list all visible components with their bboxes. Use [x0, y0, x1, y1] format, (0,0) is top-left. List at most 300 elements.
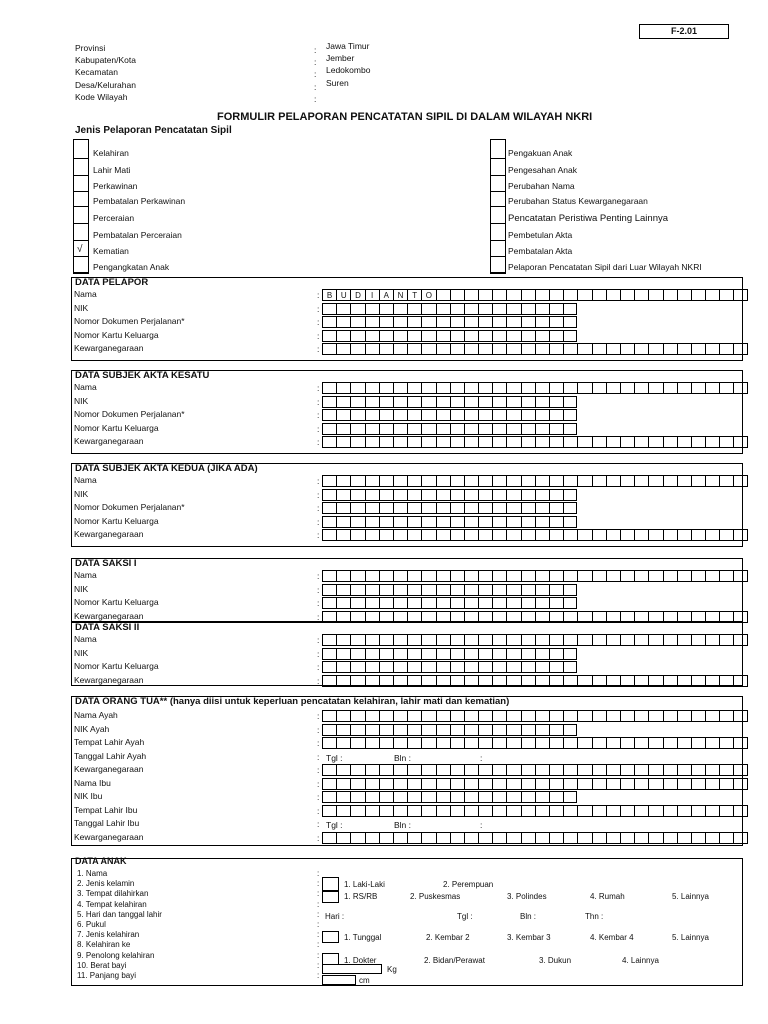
input-cell[interactable]: [634, 570, 648, 582]
input-cell[interactable]: [563, 791, 577, 803]
input-cell[interactable]: [478, 570, 492, 582]
input-row[interactable]: [322, 648, 577, 660]
input-cell[interactable]: [350, 409, 364, 421]
input-cell[interactable]: [492, 570, 506, 582]
input-cell[interactable]: [563, 516, 577, 528]
input-cell[interactable]: [535, 570, 549, 582]
input-cell[interactable]: [421, 634, 435, 646]
input-cell[interactable]: [549, 634, 563, 646]
input-cell[interactable]: B: [322, 289, 336, 301]
input-row[interactable]: [322, 764, 748, 776]
input-cell[interactable]: [407, 710, 421, 722]
input-cell[interactable]: [464, 710, 478, 722]
input-cell[interactable]: [506, 611, 520, 623]
input-cell[interactable]: [506, 436, 520, 448]
input-cell[interactable]: [478, 832, 492, 844]
input-cell[interactable]: [663, 611, 677, 623]
checkbox-mark[interactable]: √: [77, 244, 83, 255]
input-cell[interactable]: [648, 436, 662, 448]
input-cell[interactable]: [365, 330, 379, 342]
input-cell[interactable]: [464, 764, 478, 776]
input-cell[interactable]: [719, 436, 733, 448]
input-cell[interactable]: [634, 343, 648, 355]
input-cell[interactable]: [464, 570, 478, 582]
input-cell[interactable]: [719, 382, 733, 394]
input-cell[interactable]: [421, 303, 435, 315]
input-cell[interactable]: [379, 634, 393, 646]
input-cell[interactable]: [478, 724, 492, 736]
input-cell[interactable]: [421, 502, 435, 514]
input-cell[interactable]: [393, 832, 407, 844]
input-cell[interactable]: [436, 330, 450, 342]
input-cell[interactable]: [336, 489, 350, 501]
input-cell[interactable]: [421, 529, 435, 541]
input-cell[interactable]: [549, 489, 563, 501]
input-cell[interactable]: [379, 675, 393, 687]
input-cell[interactable]: [535, 832, 549, 844]
input-cell[interactable]: [521, 584, 535, 596]
input-cell[interactable]: [365, 791, 379, 803]
input-cell[interactable]: [506, 778, 520, 790]
tempat-box[interactable]: [322, 891, 339, 903]
input-cell[interactable]: [365, 529, 379, 541]
input-cell[interactable]: [407, 724, 421, 736]
input-cell[interactable]: [691, 675, 705, 687]
input-cell[interactable]: [379, 661, 393, 673]
input-cell[interactable]: [365, 316, 379, 328]
input-cell[interactable]: [648, 710, 662, 722]
input-cell[interactable]: [450, 316, 464, 328]
input-cell[interactable]: [521, 502, 535, 514]
input-row[interactable]: [322, 330, 577, 342]
input-cell[interactable]: [719, 675, 733, 687]
input-cell[interactable]: [705, 529, 719, 541]
input-cell[interactable]: [336, 343, 350, 355]
input-row[interactable]: [322, 489, 577, 501]
input-cell[interactable]: [464, 675, 478, 687]
input-cell[interactable]: [577, 634, 591, 646]
input-cell[interactable]: [365, 423, 379, 435]
input-cell[interactable]: [563, 764, 577, 776]
input-cell[interactable]: [464, 316, 478, 328]
input-cell[interactable]: [535, 675, 549, 687]
input-cell[interactable]: [634, 436, 648, 448]
input-cell[interactable]: [705, 832, 719, 844]
input-cell[interactable]: [350, 832, 364, 844]
input-cell[interactable]: [350, 423, 364, 435]
input-cell[interactable]: [492, 611, 506, 623]
input-row[interactable]: [322, 778, 748, 790]
input-cell[interactable]: [535, 289, 549, 301]
input-cell[interactable]: [521, 570, 535, 582]
input-cell[interactable]: [535, 805, 549, 817]
input-cell[interactable]: [521, 382, 535, 394]
input-cell[interactable]: [350, 791, 364, 803]
input-cell[interactable]: [577, 475, 591, 487]
input-cell[interactable]: [506, 489, 520, 501]
input-cell[interactable]: [407, 737, 421, 749]
input-cell[interactable]: [492, 764, 506, 776]
input-cell[interactable]: [436, 570, 450, 582]
input-cell[interactable]: [521, 634, 535, 646]
input-cell[interactable]: [506, 584, 520, 596]
input-cell[interactable]: [322, 791, 336, 803]
input-cell[interactable]: [436, 832, 450, 844]
input-cell[interactable]: [365, 710, 379, 722]
input-cell[interactable]: [393, 516, 407, 528]
input-cell[interactable]: [421, 475, 435, 487]
input-cell[interactable]: [677, 289, 691, 301]
input-cell[interactable]: [407, 489, 421, 501]
input-cell[interactable]: [535, 382, 549, 394]
input-cell[interactable]: [421, 516, 435, 528]
input-cell[interactable]: [464, 832, 478, 844]
input-cell[interactable]: [478, 475, 492, 487]
input-cell[interactable]: [663, 343, 677, 355]
input-cell[interactable]: [322, 724, 336, 736]
input-cell[interactable]: [350, 316, 364, 328]
input-cell[interactable]: [521, 597, 535, 609]
input-cell[interactable]: [563, 343, 577, 355]
input-cell[interactable]: [549, 710, 563, 722]
input-cell[interactable]: [464, 634, 478, 646]
input-cell[interactable]: [421, 396, 435, 408]
input-cell[interactable]: [450, 648, 464, 660]
input-cell[interactable]: [365, 396, 379, 408]
input-cell[interactable]: [677, 343, 691, 355]
input-cell[interactable]: [549, 396, 563, 408]
input-cell[interactable]: [450, 343, 464, 355]
input-cell[interactable]: [719, 343, 733, 355]
input-cell[interactable]: A: [379, 289, 393, 301]
input-cell[interactable]: [336, 330, 350, 342]
input-cell[interactable]: [620, 343, 634, 355]
input-cell[interactable]: [464, 382, 478, 394]
input-cell[interactable]: [577, 343, 591, 355]
input-cell[interactable]: [705, 764, 719, 776]
input-cell[interactable]: [379, 584, 393, 596]
input-cell[interactable]: [365, 611, 379, 623]
input-cell[interactable]: [379, 597, 393, 609]
input-cell[interactable]: [634, 382, 648, 394]
input-cell[interactable]: [478, 805, 492, 817]
input-cell[interactable]: [691, 382, 705, 394]
input-cell[interactable]: [506, 382, 520, 394]
input-cell[interactable]: [322, 737, 336, 749]
input-cell[interactable]: [663, 436, 677, 448]
input-cell[interactable]: [705, 634, 719, 646]
input-cell[interactable]: [535, 502, 549, 514]
input-cell[interactable]: [464, 409, 478, 421]
input-cell[interactable]: [620, 778, 634, 790]
input-cell[interactable]: [421, 570, 435, 582]
input-cell[interactable]: [506, 675, 520, 687]
input-cell[interactable]: [620, 675, 634, 687]
input-cell[interactable]: [634, 289, 648, 301]
input-cell[interactable]: [393, 316, 407, 328]
input-cell[interactable]: [577, 436, 591, 448]
input-cell[interactable]: [421, 661, 435, 673]
input-cell[interactable]: [663, 634, 677, 646]
input-cell[interactable]: [421, 791, 435, 803]
input-cell[interactable]: [407, 661, 421, 673]
input-row[interactable]: [322, 343, 748, 355]
input-cell[interactable]: [436, 675, 450, 687]
input-cell[interactable]: [350, 489, 364, 501]
input-cell[interactable]: [634, 675, 648, 687]
input-cell[interactable]: [322, 710, 336, 722]
input-cell[interactable]: [379, 489, 393, 501]
input-cell[interactable]: [549, 737, 563, 749]
input-cell[interactable]: [336, 675, 350, 687]
input-cell[interactable]: [521, 648, 535, 660]
input-cell[interactable]: [535, 436, 549, 448]
input-cell[interactable]: [733, 436, 747, 448]
input-row[interactable]: [322, 832, 748, 844]
input-cell[interactable]: [733, 529, 747, 541]
input-cell[interactable]: [492, 516, 506, 528]
input-cell[interactable]: [677, 529, 691, 541]
input-cell[interactable]: [350, 584, 364, 596]
input-cell[interactable]: [677, 805, 691, 817]
input-cell[interactable]: [592, 382, 606, 394]
input-cell[interactable]: [436, 409, 450, 421]
input-cell[interactable]: [464, 516, 478, 528]
input-cell[interactable]: [464, 611, 478, 623]
input-cell[interactable]: [549, 529, 563, 541]
input-cell[interactable]: [436, 791, 450, 803]
input-cell[interactable]: [691, 764, 705, 776]
input-cell[interactable]: [535, 303, 549, 315]
input-cell[interactable]: [492, 409, 506, 421]
input-cell[interactable]: [336, 832, 350, 844]
input-cell[interactable]: [577, 382, 591, 394]
input-cell[interactable]: [549, 764, 563, 776]
input-cell[interactable]: [436, 475, 450, 487]
input-cell[interactable]: [350, 570, 364, 582]
input-cell[interactable]: [492, 529, 506, 541]
input-cell[interactable]: [436, 489, 450, 501]
input-cell[interactable]: [521, 475, 535, 487]
input-cell[interactable]: [336, 423, 350, 435]
input-cell[interactable]: [563, 675, 577, 687]
input-cell[interactable]: [677, 611, 691, 623]
input-cell[interactable]: [393, 764, 407, 776]
input-cell[interactable]: [521, 710, 535, 722]
input-cell[interactable]: [549, 611, 563, 623]
input-cell[interactable]: [563, 316, 577, 328]
input-cell[interactable]: [521, 675, 535, 687]
input-cell[interactable]: [492, 675, 506, 687]
input-cell[interactable]: [407, 611, 421, 623]
input-cell[interactable]: [421, 764, 435, 776]
input-cell[interactable]: [365, 516, 379, 528]
input-cell[interactable]: [478, 710, 492, 722]
input-cell[interactable]: [436, 634, 450, 646]
input-row[interactable]: [322, 675, 748, 687]
input-cell[interactable]: [733, 475, 747, 487]
input-cell[interactable]: [549, 584, 563, 596]
input-cell[interactable]: [450, 597, 464, 609]
input-cell[interactable]: [563, 289, 577, 301]
input-cell[interactable]: [648, 611, 662, 623]
input-cell[interactable]: [691, 529, 705, 541]
input-row[interactable]: [322, 791, 577, 803]
input-cell[interactable]: [350, 778, 364, 790]
input-cell[interactable]: [436, 724, 450, 736]
input-cell[interactable]: [535, 710, 549, 722]
input-cell[interactable]: [535, 343, 549, 355]
input-cell[interactable]: [563, 611, 577, 623]
input-row[interactable]: [322, 710, 748, 722]
input-cell[interactable]: [492, 832, 506, 844]
input-cell[interactable]: [620, 832, 634, 844]
input-cell[interactable]: [606, 805, 620, 817]
input-cell[interactable]: [492, 502, 506, 514]
input-cell[interactable]: [521, 661, 535, 673]
input-row[interactable]: [322, 316, 577, 328]
input-cell[interactable]: [379, 330, 393, 342]
input-cell[interactable]: [436, 611, 450, 623]
input-cell[interactable]: [506, 423, 520, 435]
input-cell[interactable]: [336, 805, 350, 817]
input-cell[interactable]: [506, 570, 520, 582]
input-cell[interactable]: I: [365, 289, 379, 301]
input-cell[interactable]: [506, 409, 520, 421]
input-cell[interactable]: [336, 737, 350, 749]
input-cell[interactable]: [450, 778, 464, 790]
input-cell[interactable]: [393, 724, 407, 736]
input-cell[interactable]: [336, 409, 350, 421]
input-cell[interactable]: [663, 382, 677, 394]
input-cell[interactable]: [478, 502, 492, 514]
input-cell[interactable]: T: [407, 289, 421, 301]
input-cell[interactable]: [733, 343, 747, 355]
input-cell[interactable]: [577, 737, 591, 749]
input-cell[interactable]: [535, 316, 549, 328]
input-cell[interactable]: [393, 791, 407, 803]
input-cell[interactable]: [563, 634, 577, 646]
input-cell[interactable]: [421, 724, 435, 736]
input-cell[interactable]: [350, 764, 364, 776]
input-cell[interactable]: [393, 396, 407, 408]
input-cell[interactable]: [563, 475, 577, 487]
input-cell[interactable]: [705, 737, 719, 749]
input-cell[interactable]: [464, 661, 478, 673]
input-cell[interactable]: [464, 423, 478, 435]
input-cell[interactable]: [421, 832, 435, 844]
input-cell[interactable]: [719, 710, 733, 722]
input-cell[interactable]: [407, 343, 421, 355]
input-cell[interactable]: [350, 502, 364, 514]
input-cell[interactable]: [549, 475, 563, 487]
input-cell[interactable]: [535, 778, 549, 790]
input-cell[interactable]: [577, 675, 591, 687]
input-cell[interactable]: [663, 675, 677, 687]
input-cell[interactable]: [521, 529, 535, 541]
input-cell[interactable]: [719, 832, 733, 844]
input-cell[interactable]: [478, 661, 492, 673]
input-cell[interactable]: [577, 611, 591, 623]
input-cell[interactable]: [393, 778, 407, 790]
input-cell[interactable]: [577, 710, 591, 722]
input-cell[interactable]: [379, 303, 393, 315]
input-cell[interactable]: [691, 634, 705, 646]
input-row[interactable]: [322, 396, 577, 408]
input-cell[interactable]: [563, 805, 577, 817]
input-cell[interactable]: [478, 382, 492, 394]
input-cell[interactable]: [521, 289, 535, 301]
input-cell[interactable]: [436, 316, 450, 328]
input-cell[interactable]: [407, 423, 421, 435]
input-row[interactable]: [322, 737, 748, 749]
input-cell[interactable]: [634, 778, 648, 790]
input-cell[interactable]: [506, 805, 520, 817]
input-cell[interactable]: [407, 778, 421, 790]
input-cell[interactable]: [592, 764, 606, 776]
input-cell[interactable]: [719, 634, 733, 646]
input-cell[interactable]: [464, 502, 478, 514]
input-cell[interactable]: [436, 584, 450, 596]
input-cell[interactable]: [478, 791, 492, 803]
input-cell[interactable]: [535, 661, 549, 673]
input-cell[interactable]: [592, 436, 606, 448]
input-cell[interactable]: [322, 396, 336, 408]
input-cell[interactable]: [563, 396, 577, 408]
input-cell[interactable]: [407, 475, 421, 487]
input-cell[interactable]: [379, 805, 393, 817]
input-cell[interactable]: [620, 710, 634, 722]
input-cell[interactable]: [379, 396, 393, 408]
input-cell[interactable]: [407, 570, 421, 582]
input-cell[interactable]: [436, 396, 450, 408]
input-cell[interactable]: [648, 382, 662, 394]
input-cell[interactable]: [407, 675, 421, 687]
input-cell[interactable]: [393, 303, 407, 315]
input-cell[interactable]: [506, 710, 520, 722]
input-cell[interactable]: [450, 489, 464, 501]
input-cell[interactable]: [535, 396, 549, 408]
input-cell[interactable]: [436, 737, 450, 749]
input-cell[interactable]: [350, 597, 364, 609]
input-cell[interactable]: [393, 570, 407, 582]
input-cell[interactable]: [436, 661, 450, 673]
input-cell[interactable]: [549, 648, 563, 660]
input-cell[interactable]: [606, 832, 620, 844]
input-cell[interactable]: [393, 423, 407, 435]
input-cell[interactable]: [322, 764, 336, 776]
input-cell[interactable]: [393, 529, 407, 541]
input-cell[interactable]: [450, 764, 464, 776]
input-cell[interactable]: [379, 764, 393, 776]
input-cell[interactable]: [592, 343, 606, 355]
input-cell[interactable]: [506, 330, 520, 342]
input-cell[interactable]: [719, 475, 733, 487]
input-cell[interactable]: [336, 529, 350, 541]
input-cell[interactable]: [336, 764, 350, 776]
input-cell[interactable]: [407, 502, 421, 514]
input-cell[interactable]: [365, 597, 379, 609]
input-cell[interactable]: [506, 529, 520, 541]
input-cell[interactable]: [336, 475, 350, 487]
input-cell[interactable]: [677, 436, 691, 448]
input-cell[interactable]: [350, 303, 364, 315]
input-cell[interactable]: [322, 661, 336, 673]
input-cell[interactable]: [563, 832, 577, 844]
input-cell[interactable]: [663, 832, 677, 844]
input-cell[interactable]: [506, 737, 520, 749]
input-cell[interactable]: [620, 382, 634, 394]
